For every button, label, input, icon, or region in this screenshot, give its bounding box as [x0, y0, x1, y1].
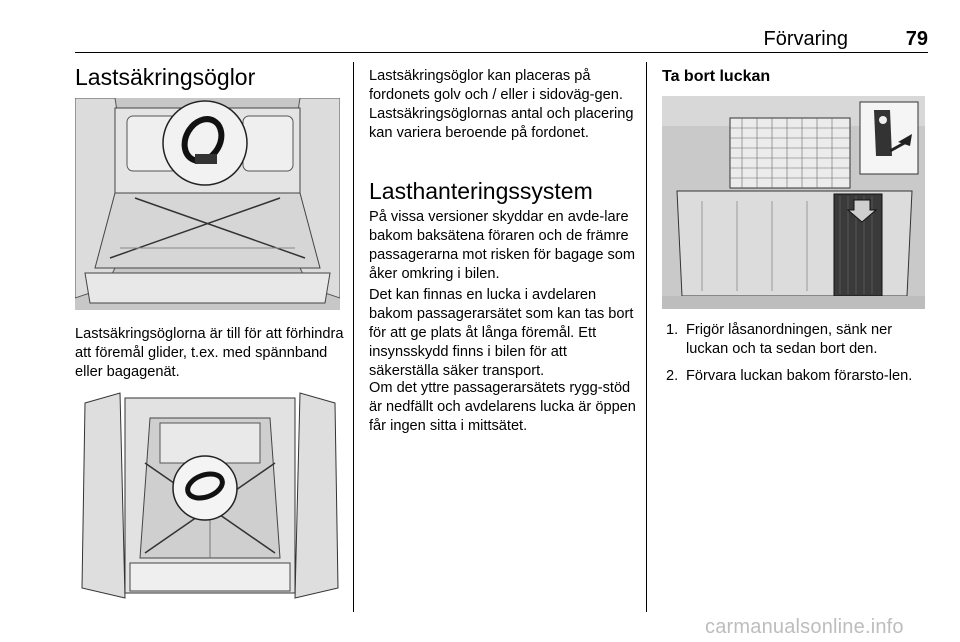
- caption-lastsakringsoglor: Lastsäkringsöglorna är till för att förhindra att föremål glider, t.ex. med spännband eller bagagenät.: [75, 326, 344, 380]
- list-item: [662, 367, 924, 386]
- column-divider-left: [353, 62, 354, 612]
- step-number: 2.: [666, 368, 679, 384]
- step-text: Förvara luckan bakom förarsto-len.: [686, 368, 913, 384]
- heading-lastsakringsoglor: Lastsäkringsöglor: [75, 64, 256, 90]
- paragraph-avdelare: På vissa versioner skyddar en avde-lare bakom baksätena föraren och de främre passagerarna mot risken för bagage som åker omkring i bilen.: [369, 209, 636, 282]
- column-divider-right: [646, 62, 647, 612]
- step-text: Frigör låsanordningen, sänk ner luckan och ta sedan bort den.: [686, 322, 893, 357]
- steps-list: [662, 321, 924, 394]
- intro-paragraph: Lastsäkringsöglor kan placeras på fordonets golv och / eller i sidoväg-gen. Lastsäkringsöglornas antal och placering kan variera beroende på fordonet.: [369, 68, 634, 141]
- heading-lasthanteringssystem: Lasthanteringssystem: [369, 178, 593, 204]
- figure-divider-hatch: [662, 96, 925, 309]
- figure-cargo-area-seats: [75, 98, 340, 310]
- paragraph-mittsatet: Om det yttre passagerarsätets rygg-stöd är nedfällt och avdelarens lucka är öppen får ingen sitta i mittsätet.: [369, 380, 636, 434]
- list-item: [662, 321, 924, 359]
- watermark: carmanualsonline.info: [705, 616, 904, 638]
- paragraph-lucka: Det kan finnas en lucka i avdelaren bakom passagerarsätet som kan tas bort för att ge plats åt långa föremål. Ett insynsskydd finns i bilen för att säkerställa säker transport.: [369, 287, 634, 379]
- header-rule: [75, 52, 928, 53]
- section-title: Förvaring: [763, 28, 848, 50]
- step-number: 1.: [666, 322, 679, 338]
- figure-cargo-area-open: [80, 383, 340, 601]
- heading-ta-bort-luckan: Ta bort luckan: [662, 68, 771, 85]
- page-number: 79: [905, 28, 928, 50]
